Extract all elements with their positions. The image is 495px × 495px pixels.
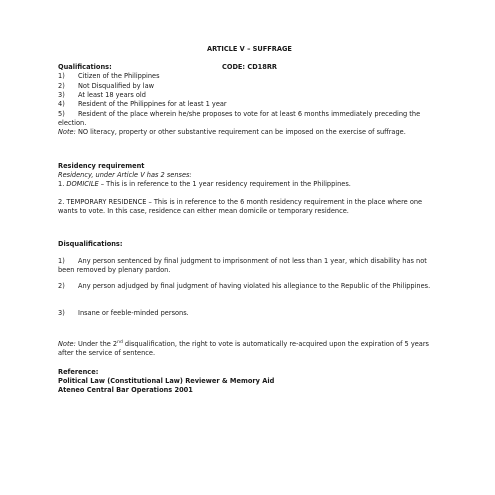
- note-label: Note:: [58, 128, 76, 136]
- note-2-label: Note:: [58, 340, 76, 348]
- residency-heading: Residency requirement: [58, 162, 145, 170]
- qualification-item-5-num: 5): [58, 110, 65, 118]
- qualification-item-3-num: 3): [58, 91, 65, 99]
- residency-sense-1: [58, 180, 351, 189]
- reference-line-2: Ateneo Central Bar Operations 2001: [58, 386, 193, 394]
- qualification-item-2: Not Disqualified by law: [78, 82, 155, 90]
- disqualification-note: [58, 340, 434, 358]
- residency-sense-2: 2. TEMPORARY RESIDENCE – This is in reference to the 6 month residency requirement in the place where one wants to vote. In this case, residence can either mean domicile or temporary residence.: [58, 198, 423, 216]
- document-code: CODE: CD18RR: [222, 63, 277, 71]
- residency-subheading: Residency, under Article V has 2 senses:: [58, 171, 192, 179]
- note-2-superscript: nd: [117, 339, 123, 345]
- disqualification-item-2-num: 2): [58, 282, 65, 290]
- disqualification-item-1-num: 1): [58, 257, 65, 265]
- disqualification-item-1: Any person sentenced by final judgment to imprisonment of not less than 1 year, which disability has not been removed by plenary pardon.: [58, 257, 427, 275]
- sense-1-text: – This is in reference to the 1 year residency requirement in the Philippines.: [98, 180, 351, 188]
- qualification-item-2-num: 2): [58, 82, 65, 90]
- reference-line-1: Political Law (Constitutional Law) Reviewer & Memory Aid: [58, 377, 275, 385]
- sense-1-number: 1.: [58, 180, 67, 188]
- disqualification-item-3: Insane or feeble-minded persons.: [78, 309, 189, 317]
- note-text: NO literacy, property or other substantive requirement can be imposed on the exercise of suffrage.: [75, 128, 406, 136]
- qualifications-heading: Qualifications:: [58, 63, 112, 71]
- qualification-item-4: Resident of the Philippines for at least 1 year: [78, 100, 227, 108]
- disqualification-item-2: Any person adjudged by final judgment of having violated his allegiance to the Republic of the Philippines.: [78, 282, 431, 290]
- reference-heading: Reference:: [58, 368, 99, 376]
- note-2-text-after: disqualification, the right to vote is automatically re-acquired upon the expiration of 5 years after the service of sentence.: [58, 340, 429, 358]
- note-2-text-before: Under the 2: [75, 340, 118, 348]
- page-title: ARTICLE V – SUFFRAGE: [207, 45, 292, 53]
- disqualification-item-3-num: 3): [58, 309, 65, 317]
- disqualifications-heading: Disqualifications:: [58, 240, 123, 248]
- qualification-item-3: At least 18 years old: [78, 91, 146, 99]
- qualification-item-1: Citizen of the Philippines: [78, 72, 160, 80]
- qualification-item-4-num: 4): [58, 100, 65, 108]
- qualification-item-5: Resident of the place wherein he/she proposes to vote for at least 6 months immediately preceding the election.: [58, 110, 421, 128]
- qualification-item-1-num: 1): [58, 72, 65, 80]
- qualifications-note: [58, 128, 406, 137]
- domicile-term: DOMICILE: [66, 180, 99, 188]
